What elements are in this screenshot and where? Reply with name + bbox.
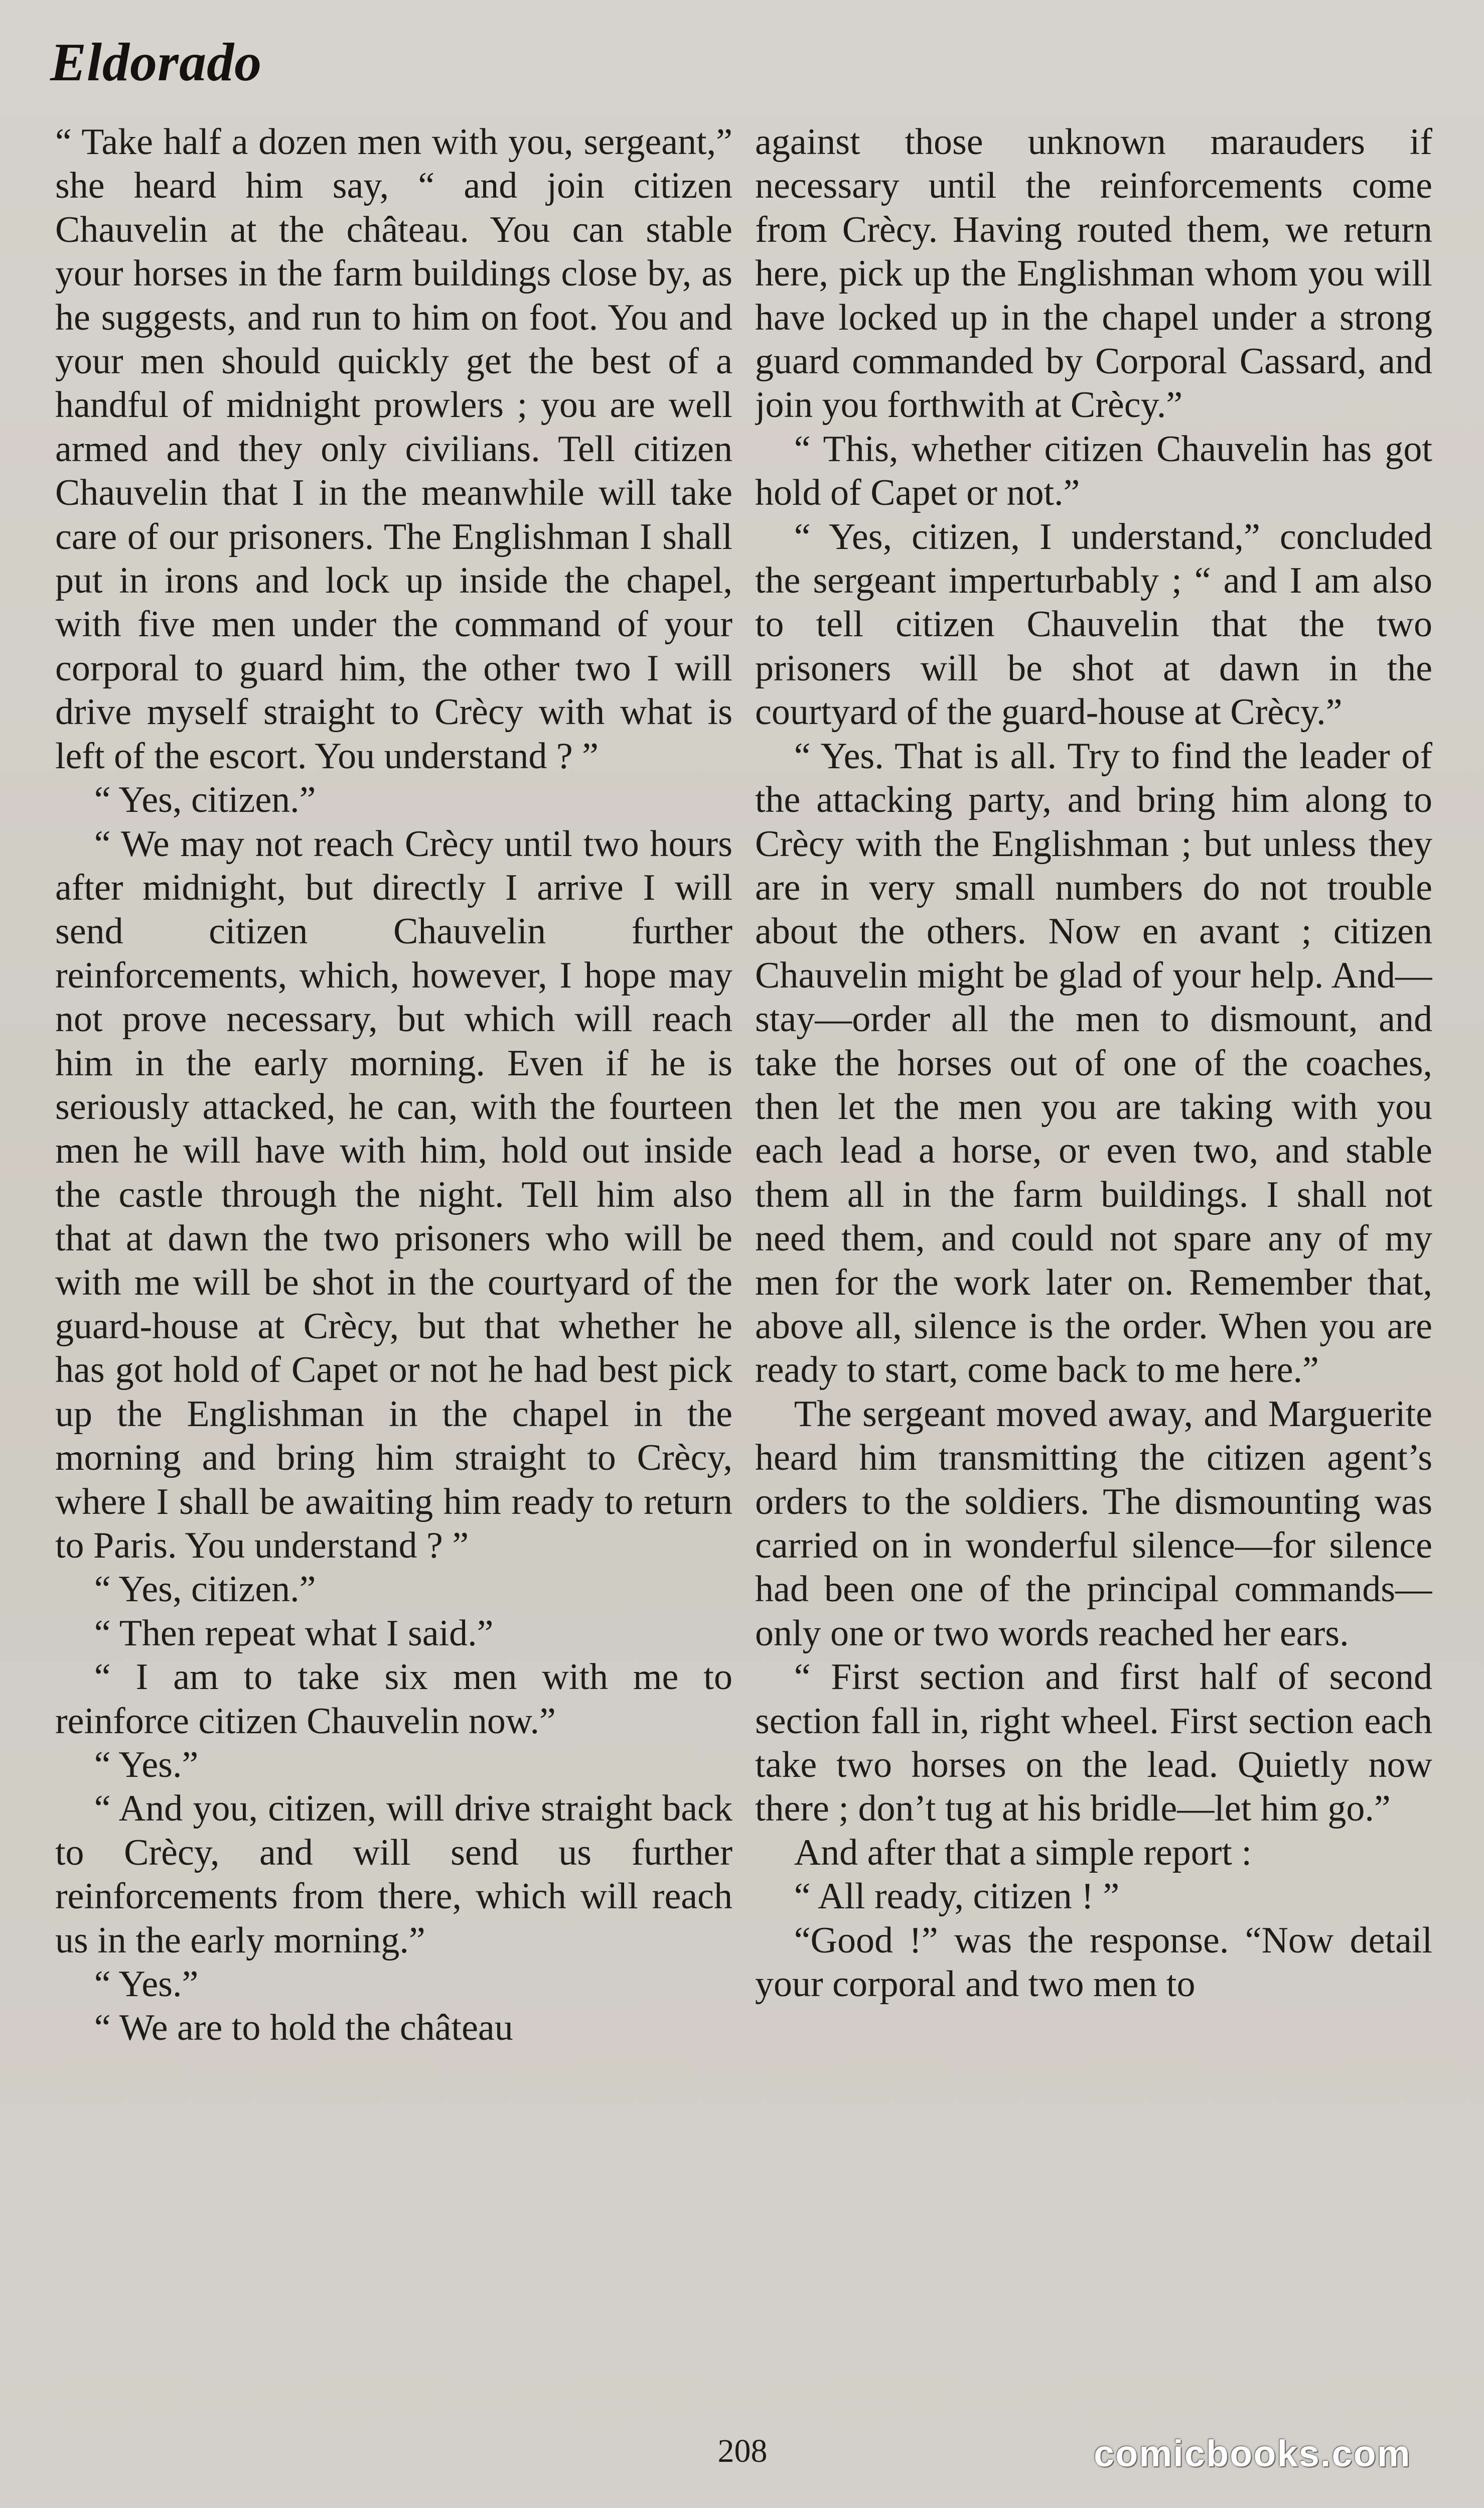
left-text-column <box>55 120 732 2409</box>
paragraph: “ We may not reach Crècy until two hours after midnight, but directly I arrive I will send citizen Chauvelin further reinforcements, which, however, I hope may not prove necessary, but which will reach him in the early morning. Even if he is seriously attacked, he can, with the fourteen men he will have with him, hold out inside the castle through the night. Tell him also that at dawn the two prisoners who will be with me will be shot in the courtyard of the guard-house at Crècy, but that whether he has got hold of Capet or not he had best pick up the Englishman in the chapel in the morning and bring him straight to Crècy, where I shall be awaiting him ready to return to Paris. You understand ? ” <box>55 823 732 1566</box>
paragraph: And after that a simple report : <box>794 1832 1252 1873</box>
paragraph: “ Yes.” <box>94 1964 199 2005</box>
paragraph: “ Yes, citizen.” <box>94 779 316 821</box>
site-watermark: comicbooks.com <box>1094 2433 1411 2474</box>
paragraph: “ All ready, citizen ! ” <box>794 1876 1120 1917</box>
page-number: 208 <box>717 2433 768 2469</box>
paragraph: “ Yes, citizen.” <box>94 1569 316 1610</box>
paragraph: “ Then repeat what I said.” <box>94 1612 494 1654</box>
paragraph: “ I am to take six men with me to reinforce citizen Chauvelin now.” <box>55 1656 732 1742</box>
paragraph: “ First section and first half of second section fall in, right wheel. First section each take two horses on the lead. Quietly now there ; don’t tug at his bridle—let him go.” <box>755 1656 1432 1830</box>
paragraph: “Good !” was the response. “Now detail your corporal and two men to <box>755 1919 1432 2005</box>
paragraph: “ Yes, citizen, I understand,” concluded the sergeant imperturbably ; “ and I am also to tell citizen Chauvelin that the two prisoners will be shot at dawn in the courtyard of the guard-house at Crècy.” <box>755 516 1432 733</box>
paragraph: “ Yes. That is all. Try to find the leader of the attacking party, and bring him along to Crècy with the Englishman ; but unless they are in very small numbers do not trouble about the others. Now en avant ; citizen Chauvelin might be glad of your help. And—stay—order all the men to dismount, and take the horses out of one of the coaches, then let the men you are taking with you each lead a horse, or even two, and stable them all in the farm buildings. I shall not need them, and could not spare any of my men for the work later on. Remember that, above all, silence is the order. When you are ready to start, come back to me here.” <box>755 735 1432 1391</box>
paragraph: “ We are to hold the château <box>94 2007 513 2049</box>
paragraph: “ Yes.” <box>94 1744 199 1786</box>
paragraph: “ Take half a dozen men with you, sergeant,” she heard him say, “ and join citizen Chauvelin at the château. You can stable your horses in the farm buildings close by, as he suggests, and run to him on foot. You and your men should quickly get the best of a handful of midnight prowlers ; you are well armed and they only civilians. Tell citizen Chauvelin that I in the meanwhile will take care of our prisoners. The Englishman I shall put in irons and lock up inside the chapel, with five men under the command of your corporal to guard him, the other two I will drive myself straight to Crècy with what is left of the escort. You understand ? ” <box>55 121 732 777</box>
running-header-title: Eldorado <box>50 33 262 92</box>
paragraph: The sergeant moved away, and Marguerite heard him transmitting the citizen agent’s orders to the soldiers. The dismounting was carried on in wonderful silence—for silence had been one of the principal commands—only one or two words reached her ears. <box>755 1393 1432 1654</box>
paragraph: “ And you, citizen, will drive straight back to Crècy, and will send us further reinforcements from there, which will reach us in the early morning.” <box>55 1788 732 1961</box>
paragraph: against those unknown marauders if necessary until the reinforcements come from Crècy. Having routed them, we return here, pick up the Englishman whom you will have locked up in the chapel under a strong guard commanded by Corporal Cassard, and join you forthwith at Crècy.” <box>755 121 1432 426</box>
right-text-column <box>755 120 1432 2409</box>
paragraph: “ This, whether citizen Chauvelin has got hold of Capet or not.” <box>755 428 1432 514</box>
